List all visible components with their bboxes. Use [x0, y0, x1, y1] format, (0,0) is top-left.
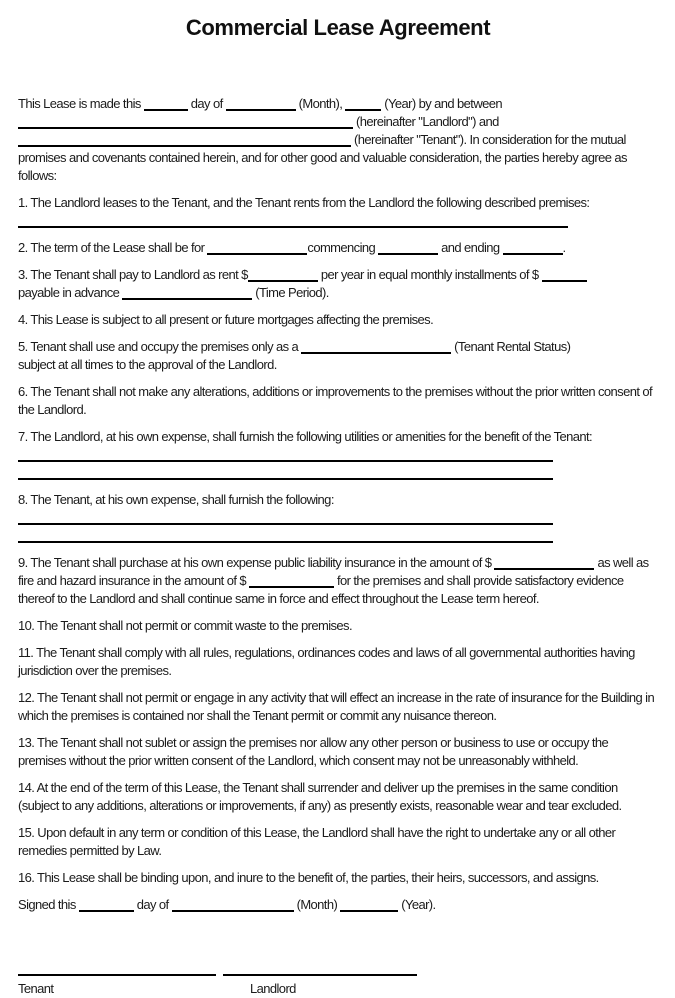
text-run: and ending [438, 240, 503, 255]
text-run: This Lease is made this [18, 96, 144, 111]
clause-16 [18, 869, 658, 887]
blank-fill-in-line [172, 897, 294, 912]
clause-9 [18, 554, 658, 608]
blank-fill-in-line [79, 897, 134, 912]
text-run: 12. The Tenant shall not permit or engage in any activity that will effect an increase in the rate of insurance for the Building in which the premises is contained nor shall the Tenant permit or commit any nuisance thereon. [18, 690, 655, 723]
blank-fill-in-line [18, 465, 553, 480]
text-run: day of [187, 96, 226, 111]
clause-1 [18, 194, 658, 230]
blank-fill-in-line [494, 555, 594, 570]
signature-labels [18, 980, 658, 998]
clause-11 [18, 644, 658, 680]
tenant-label: Tenant [18, 981, 54, 996]
blank-fill-in-line [207, 240, 307, 255]
blank-fill-in-line [18, 213, 568, 228]
text-run: 6. The Tenant shall not make any alterations, additions or improvements to the premises without the prior written consent of the Landlord. [18, 384, 652, 417]
signature-date-line [18, 896, 658, 914]
clause-6 [18, 383, 658, 419]
clause-12 [18, 689, 658, 725]
text-run: Signed this [18, 897, 79, 912]
blank-fill-in-line [340, 897, 398, 912]
text-run: 8. The Tenant, at his own expense, shall furnish the following: [18, 492, 334, 507]
blank-fill-in-line [378, 240, 438, 255]
blank-fill-in-line [18, 510, 553, 525]
blank-fill-in-line [18, 114, 353, 129]
text-run: . [562, 240, 566, 255]
text-run: subject at all times to the approval of the Landlord. [18, 357, 277, 372]
text-run: 16. This Lease shall be binding upon, and inure to the benefit of, the parties, their heirs, successors, and assigns. [18, 870, 599, 885]
clause-8 [18, 491, 658, 545]
clause-3 [18, 266, 658, 302]
document-title: Commercial Lease Agreement [185, 15, 491, 40]
text-run: payable in advance [18, 285, 123, 300]
text-run: as well as fire and hazard insurance in the amount of $ [18, 555, 649, 588]
text-run: (Year). [398, 897, 436, 912]
landlord-signature-line [223, 962, 417, 976]
text-run: (Time Period). [252, 285, 329, 300]
tenant-signature-line [18, 962, 216, 976]
text-run: 15. Upon default in any term or condition of this Lease, the Landlord shall have the right to undertake any or all other remedies permitted by Law. [18, 825, 616, 858]
clause-2 [18, 239, 658, 257]
blank-fill-in-line [18, 528, 553, 543]
blank-fill-in-line [248, 267, 318, 282]
blank-fill-in-line [301, 339, 451, 354]
blank-fill-in-line [122, 285, 252, 300]
clause-13 [18, 734, 658, 770]
blank-fill-in-line [18, 132, 351, 147]
text-run: 10. The Tenant shall not permit or commit waste to the premises. [18, 618, 352, 633]
intro-paragraph [18, 95, 658, 185]
blank-fill-in-line [345, 96, 381, 111]
text-run: (hereinafter "Landlord") and [353, 114, 499, 129]
text-run: 5. Tenant shall use and occupy the premises only as a [18, 339, 302, 354]
text-run: (Year) by and between [381, 96, 502, 111]
text-run: commencing [307, 240, 379, 255]
blank-fill-in-line [503, 240, 563, 255]
text-run: (Month), [295, 96, 346, 111]
text-run: 14. At the end of the term of this Lease, the Tenant shall surrender and deliver up the premises in the same condition (subject to any additions, alterations or improvements, if any) as presently exists, reasonable wear and tear excluded. [18, 780, 622, 813]
text-run: (Month) [293, 897, 341, 912]
text-run: 1. The Landlord leases to the Tenant, and the Tenant rents from the Landlord the following described premises: [18, 195, 590, 210]
text-run: 4. This Lease is subject to all present or future mortgages affecting the premises. [18, 312, 434, 327]
text-run: per year in equal monthly installments of $ [317, 267, 542, 282]
blank-fill-in-line [18, 447, 553, 462]
clause-5 [18, 338, 658, 374]
blank-fill-in-line [144, 96, 188, 111]
text-run: (Tenant Rental Status) [451, 339, 571, 354]
text-run: 7. The Landlord, at his own expense, shall furnish the following utilities or amenities for the benefit of the Tenant: [18, 429, 593, 444]
blank-fill-in-line [226, 96, 296, 111]
text-run: day of [133, 897, 172, 912]
landlord-label: Landlord [250, 981, 296, 996]
clause-15 [18, 824, 658, 860]
text-run: 13. The Tenant shall not sublet or assign the premises nor allow any other person or business to use or occupy the premises without the prior written consent of the Landlord, which consent may not be unreasonably withheld. [18, 735, 609, 768]
text-run: 2. The term of the Lease shall be for [18, 240, 208, 255]
signature-lines [18, 962, 658, 976]
clause-10 [18, 617, 658, 635]
blank-fill-in-line [542, 267, 587, 282]
clause-14 [18, 779, 658, 815]
text-run: for the premises and shall provide satisfactory evidence thereof to the Landlord and shall continue same in force and effect throughout the Lease term hereof. [18, 573, 624, 606]
text-run: 11. The Tenant shall comply with all rules, regulations, ordinances codes and laws of all governmental authorities having jurisdiction over the premises. [18, 645, 635, 678]
text-run: 3. The Tenant shall pay to Landlord as rent $ [18, 267, 248, 282]
text-run: (hereinafter "Tenant"). In consideration for the mutual promises and covenants contained herein, and for other good and valuable consideration, the parties hereby agree as follows: [18, 132, 627, 183]
clause-4 [18, 311, 658, 329]
clause-7 [18, 428, 658, 482]
blank-fill-in-line [249, 573, 334, 588]
text-run: 9. The Tenant shall purchase at his own expense public liability insurance in the amount of $ [18, 555, 495, 570]
